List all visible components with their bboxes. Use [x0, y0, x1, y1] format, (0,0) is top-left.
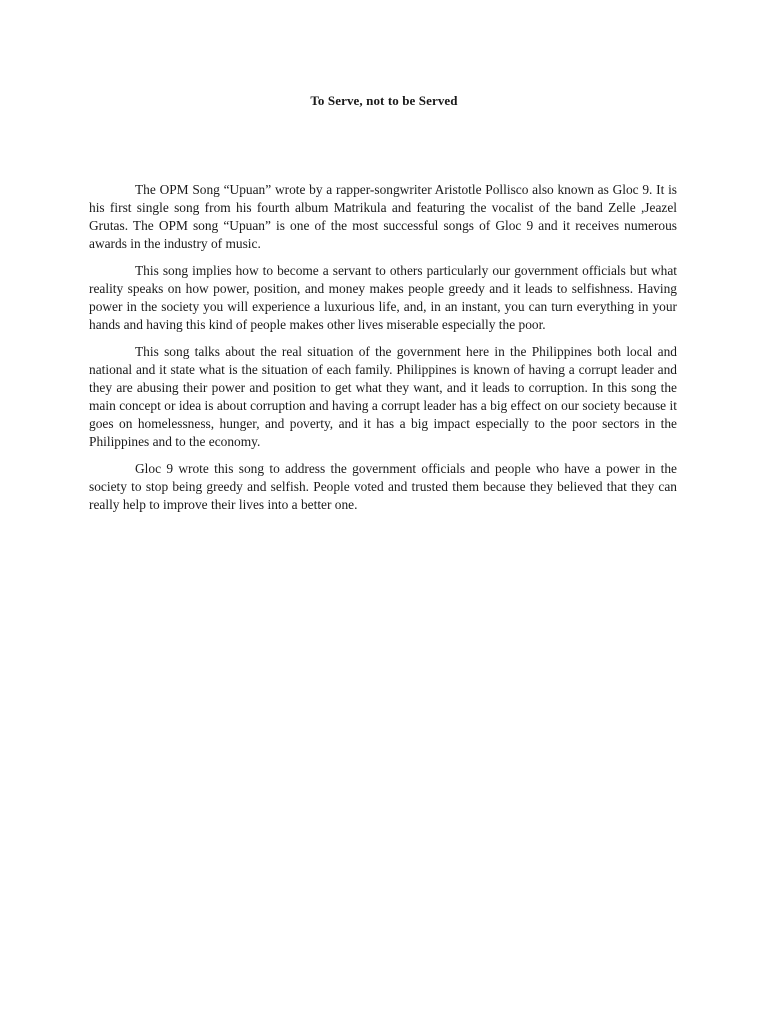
paragraph-3: This song talks about the real situation of the government here in the Philippines both local and national and it state what is the situation of each family. Philippines is known of having a corrupt leader and they are abusing their power and position to get what they want, and it leads to corruption. In this song the main concept or idea is about corruption and having a corrupt leader has a big effect on our society because it goes on homelessness, hunger, and poverty, and it has a big impact especially to the poor sectors in the Philippines and to the economy. — [89, 344, 677, 449]
paragraph-4: Gloc 9 wrote this song to address the government officials and people who have a power in the society to stop being greedy and selfish. People voted and trusted them because they believed that they can really help to improve their lives into a better one. — [89, 461, 677, 512]
paragraph-1: The OPM Song “Upuan” wrote by a rapper-songwriter Aristotle Pollisco also known as Gloc 9. It is his first single song from his fourth album Matrikula and featuring the vocalist of the band Zelle ,Jeazel Grutas. The OPM song “Upuan” is one of the most successful songs of Gloc 9 and it receives numerous awards in the industry of music. — [89, 182, 677, 251]
paragraph-2: This song implies how to become a servant to others particularly our government officials but what reality speaks on how power, position, and money makes people greedy and it leads to selfishness. Having power in the society you will experience a luxurious life, and, in an instant, you can turn everything in your hands and having this kind of people makes other lives miserable especially the poor. — [89, 263, 677, 332]
document-body — [89, 181, 677, 523]
document-title: To Serve, not to be Served — [310, 93, 458, 108]
